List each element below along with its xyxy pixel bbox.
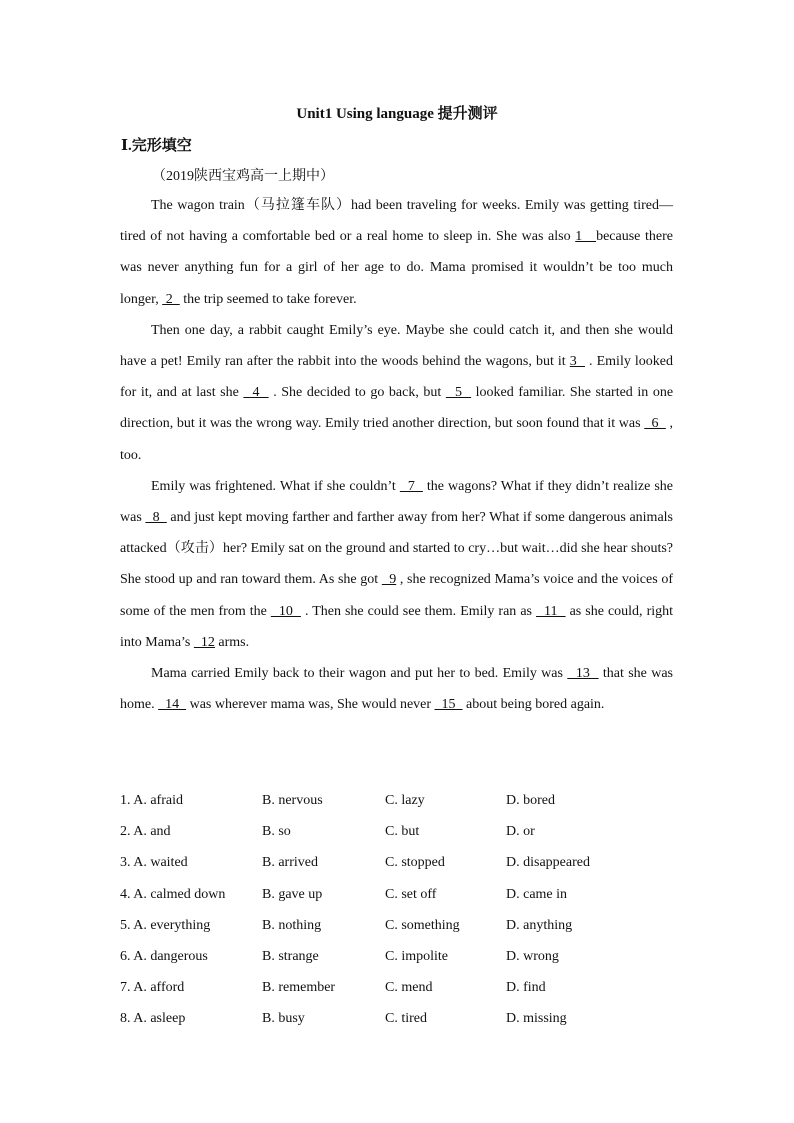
option-c: C. tired xyxy=(385,1011,427,1027)
option-d: D. came in xyxy=(506,886,568,902)
option-a: 8. A. asleep xyxy=(120,1011,186,1027)
option-c: C. impolite xyxy=(385,948,448,964)
option-a: 7. A. afford xyxy=(120,980,185,996)
option-c: C. something xyxy=(385,917,460,933)
option-c: C. stopped xyxy=(385,855,445,871)
passage-text: was wherever mama was, She would never xyxy=(186,697,435,713)
blank-7: 7 xyxy=(399,478,423,494)
question-7-options xyxy=(120,972,673,1003)
passage-text: Emily was frightened. What if she couldn’t xyxy=(151,478,400,494)
page-title: Unit1 Using language 提升测评 xyxy=(296,106,498,122)
option-b: B. busy xyxy=(262,1011,305,1027)
passage-text: Then one day, a rabbit caught Emily’s eye. Maybe she could catch it, and then she would have a pet! Emily ran after the rabbit into the woods behind the wagons, but it xyxy=(120,322,673,370)
paragraph-4 xyxy=(120,658,673,720)
blank-13: 13 xyxy=(567,666,599,682)
passage-text: . She decided to go back, but xyxy=(268,385,446,401)
passage-text: because there was never anything fun for a girl of her age to do. Mama promised it wouldn’t be too much longer, xyxy=(120,229,673,307)
option-c: C. lazy xyxy=(385,793,425,808)
passage-text: looked familiar. She started in one direction, but it was the wrong way. Emily tried another direction, but soon found that it was xyxy=(120,385,674,432)
passage-text: about being bored again. xyxy=(462,697,605,713)
blank-14: 14 xyxy=(158,697,187,713)
passage-text: . Then she could see them. Emily ran as xyxy=(300,603,537,619)
blank-8: 8 xyxy=(145,510,167,526)
option-a: 6. A. dangerous xyxy=(120,948,208,964)
option-b: B. so xyxy=(262,824,291,840)
answer-options xyxy=(120,785,673,1035)
blank-15: 15 xyxy=(434,697,463,713)
option-c: C. mend xyxy=(385,980,433,996)
option-d: D. disappeared xyxy=(506,855,590,871)
section-heading: Ⅰ.完形填空 xyxy=(121,138,192,154)
blank-9: 9 xyxy=(381,572,397,588)
passage-text: . Emily looked for it, and at last she xyxy=(120,354,674,401)
option-c: C. set off xyxy=(385,886,437,902)
option-a: 3. A. waited xyxy=(120,855,188,871)
question-5-options xyxy=(120,910,673,941)
question-3-options xyxy=(120,847,673,878)
paragraph-3 xyxy=(120,471,673,658)
question-1-options xyxy=(120,785,673,816)
passage-text: the wagons? What if they didn’t realize she was xyxy=(120,478,673,526)
blank-6: 6 xyxy=(644,416,666,432)
passage-text: as she could, right into Mama’s xyxy=(120,603,674,650)
paragraph-2 xyxy=(120,315,673,471)
option-b: B. remember xyxy=(262,980,336,996)
passage-text: , she recognized Mama’s voice and the voices of some of the men from the xyxy=(120,572,673,619)
option-d: D. find xyxy=(506,980,546,996)
option-d: D. bored xyxy=(506,793,555,808)
blank-12: 12 xyxy=(193,634,215,650)
paragraph-1 xyxy=(120,190,673,315)
cloze-passage xyxy=(120,190,673,720)
blank-3: 3 xyxy=(569,354,585,370)
question-6-options xyxy=(120,941,673,972)
passage-text: the trip seemed to take forever. xyxy=(179,291,357,307)
option-d: D. anything xyxy=(506,917,573,933)
option-d: D. or xyxy=(506,824,535,840)
option-a: 4. A. calmed down xyxy=(120,886,226,902)
option-b: B. nothing xyxy=(262,917,322,933)
question-2-options xyxy=(120,816,673,847)
blank-5: 5 xyxy=(445,385,472,401)
blank-1: 1 xyxy=(575,229,597,245)
option-c: C. but xyxy=(385,824,420,840)
option-d: D. missing xyxy=(506,1011,567,1027)
source-note: （2019陕西宝鸡高一上期中） xyxy=(152,169,334,184)
passage-text: and just kept moving farther and farther away from her? What if some dangerous animals attacked（攻击）her? Emily sat on the ground and started to cry…but wait…did she hear shouts? She stood up and ran toward them. As she got xyxy=(120,510,673,588)
option-b: B. strange xyxy=(262,948,319,964)
blank-10: 10 xyxy=(270,603,301,619)
option-b: B. arrived xyxy=(262,855,318,871)
option-b: B. nervous xyxy=(262,793,323,808)
passage-text: Mama carried Emily back to their wagon and put her to bed. Emily was xyxy=(151,666,568,682)
question-4-options xyxy=(120,879,673,910)
blank-4: 4 xyxy=(243,385,269,401)
question-8-options xyxy=(120,1003,673,1034)
blank-2: 2 xyxy=(162,291,180,307)
option-b: B. gave up xyxy=(262,886,323,902)
option-a: 1. A. afraid xyxy=(120,793,183,808)
passage-text: arms. xyxy=(214,634,250,650)
passage-text: The wagon train（马拉篷车队）had been traveling for weeks. Emily was getting tired—tired of not having a comfortable bed or a real home to sleep in. She was also xyxy=(120,198,673,245)
option-a: 5. A. everything xyxy=(120,917,211,933)
passage-text: that she was home. xyxy=(120,666,673,713)
option-a: 2. A. and xyxy=(120,824,171,840)
option-d: D. wrong xyxy=(506,948,559,964)
blank-11: 11 xyxy=(536,603,566,619)
passage-text: , too. xyxy=(120,416,673,463)
